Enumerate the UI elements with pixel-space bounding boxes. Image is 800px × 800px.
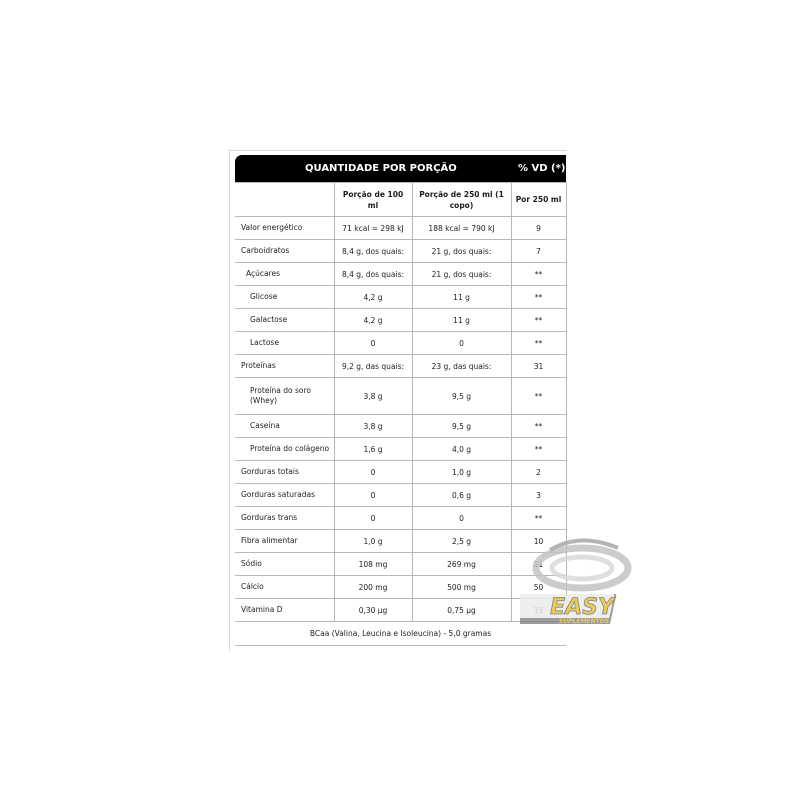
daily-value: 2 — [511, 461, 566, 484]
table-row — [235, 599, 566, 622]
value-250ml: 4,0 g — [412, 438, 511, 461]
daily-value: ** — [511, 309, 566, 332]
table-row — [235, 378, 566, 415]
title-quantity-per-serving: QUANTIDADE POR PORÇÃO — [305, 163, 457, 174]
value-100ml: 108 mg — [334, 553, 412, 576]
daily-value: 3 — [511, 484, 566, 507]
value-100ml: 0,30 µg — [334, 599, 412, 622]
bcaa-note: BCaa (Valina, Leucina e Isoleucina) - 5,0 gramas — [235, 622, 566, 646]
table-row — [235, 240, 566, 263]
value-100ml: 1,0 g — [334, 530, 412, 553]
header-vd-250ml: Por 250 ml — [511, 183, 566, 217]
daily-value: 31 — [511, 355, 566, 378]
value-250ml: 1,0 g — [412, 461, 511, 484]
logo-subtitle: SUPLEMENTOS — [558, 618, 610, 625]
nutrition-table — [235, 182, 567, 646]
daily-value: ** — [511, 378, 566, 415]
value-100ml: 1,6 g — [334, 438, 412, 461]
value-100ml: 0 — [334, 507, 412, 530]
value-100ml: 0 — [334, 332, 412, 355]
value-100ml: 3,8 g — [334, 415, 412, 438]
value-250ml: 0 — [412, 507, 511, 530]
nutrient-name: Proteína do soro (Whey) — [235, 378, 334, 415]
table-row — [235, 507, 566, 530]
value-100ml: 200 mg — [334, 576, 412, 599]
table-row — [235, 484, 566, 507]
table-row — [235, 355, 566, 378]
logo-ring-inner — [552, 557, 612, 579]
header-100ml: Porção de 100 ml — [334, 183, 412, 217]
value-250ml: 9,5 g — [412, 415, 511, 438]
nutrient-name: Valor energético — [235, 217, 334, 240]
daily-value: ** — [511, 263, 566, 286]
value-250ml: 0,6 g — [412, 484, 511, 507]
value-100ml: 8,4 g, dos quais: — [334, 263, 412, 286]
value-100ml: 8,4 g, dos quais: — [334, 240, 412, 263]
logo-wordmark: EASY — [550, 595, 614, 620]
daily-value: ** — [511, 507, 566, 530]
value-100ml: 71 kcal = 298 kJ — [334, 217, 412, 240]
table-row — [235, 263, 566, 286]
nutrient-name: Proteínas — [235, 355, 334, 378]
table-footer-row — [235, 622, 566, 646]
table-row — [235, 415, 566, 438]
nutrient-name: Fibra alimentar — [235, 530, 334, 553]
value-250ml: 0 — [412, 332, 511, 355]
value-250ml: 500 mg — [412, 576, 511, 599]
table-body — [235, 217, 566, 622]
daily-value: ** — [511, 438, 566, 461]
header-250ml: Porção de 250 ml (1 copo) — [412, 183, 511, 217]
value-250ml: 11 g — [412, 309, 511, 332]
value-250ml: 23 g, das quais: — [412, 355, 511, 378]
table-row — [235, 576, 566, 599]
value-100ml: 3,8 g — [334, 378, 412, 415]
table-row — [235, 530, 566, 553]
nutrient-name: Gorduras saturadas — [235, 484, 334, 507]
nutrient-name: Caseína — [235, 415, 334, 438]
daily-value: 9 — [511, 217, 566, 240]
value-100ml: 4,2 g — [334, 286, 412, 309]
daily-value: 7 — [511, 240, 566, 263]
value-250ml: 21 g, dos quais: — [412, 263, 511, 286]
value-100ml: 4,2 g — [334, 309, 412, 332]
value-100ml: 9,2 g, das quais: — [334, 355, 412, 378]
nutrient-name: Gorduras totais — [235, 461, 334, 484]
value-250ml: 269 mg — [412, 553, 511, 576]
table-header-row — [235, 183, 566, 217]
value-100ml: 0 — [334, 484, 412, 507]
value-250ml: 21 g, dos quais: — [412, 240, 511, 263]
table-row — [235, 461, 566, 484]
nutrient-name: Açúcares — [235, 263, 334, 286]
table-row — [235, 332, 566, 355]
table-title-bar — [235, 155, 566, 182]
daily-value: 50 — [511, 576, 566, 599]
table-row — [235, 309, 566, 332]
nutrient-name: Carboidratos — [235, 240, 334, 263]
nutrient-name: Lactose — [235, 332, 334, 355]
nutrient-name: Galactose — [235, 309, 334, 332]
nutrient-name: Vitamina D — [235, 599, 334, 622]
value-250ml: 0,75 µg — [412, 599, 511, 622]
title-daily-value: % VD (*) — [518, 163, 566, 174]
daily-value: 10 — [511, 530, 566, 553]
daily-value: ** — [511, 286, 566, 309]
value-100ml: 0 — [334, 461, 412, 484]
daily-value: 11 — [511, 553, 566, 576]
header-nutrient — [235, 183, 334, 217]
nutrient-name: Gorduras trans — [235, 507, 334, 530]
daily-value: ** — [511, 332, 566, 355]
value-250ml: 9,5 g — [412, 378, 511, 415]
table-row — [235, 553, 566, 576]
value-250ml: 11 g — [412, 286, 511, 309]
daily-value: ** — [511, 415, 566, 438]
nutrient-name: Sódio — [235, 553, 334, 576]
nutrient-name: Glicose — [235, 286, 334, 309]
easy-suplementos-logo — [520, 530, 636, 630]
nutrient-name: Cálcio — [235, 576, 334, 599]
table-row — [235, 438, 566, 461]
table-row — [235, 286, 566, 309]
nutrient-name: Proteína do colágeno — [235, 438, 334, 461]
value-250ml: 188 kcal = 790 kJ — [412, 217, 511, 240]
value-250ml: 2,5 g — [412, 530, 511, 553]
table-row — [235, 217, 566, 240]
